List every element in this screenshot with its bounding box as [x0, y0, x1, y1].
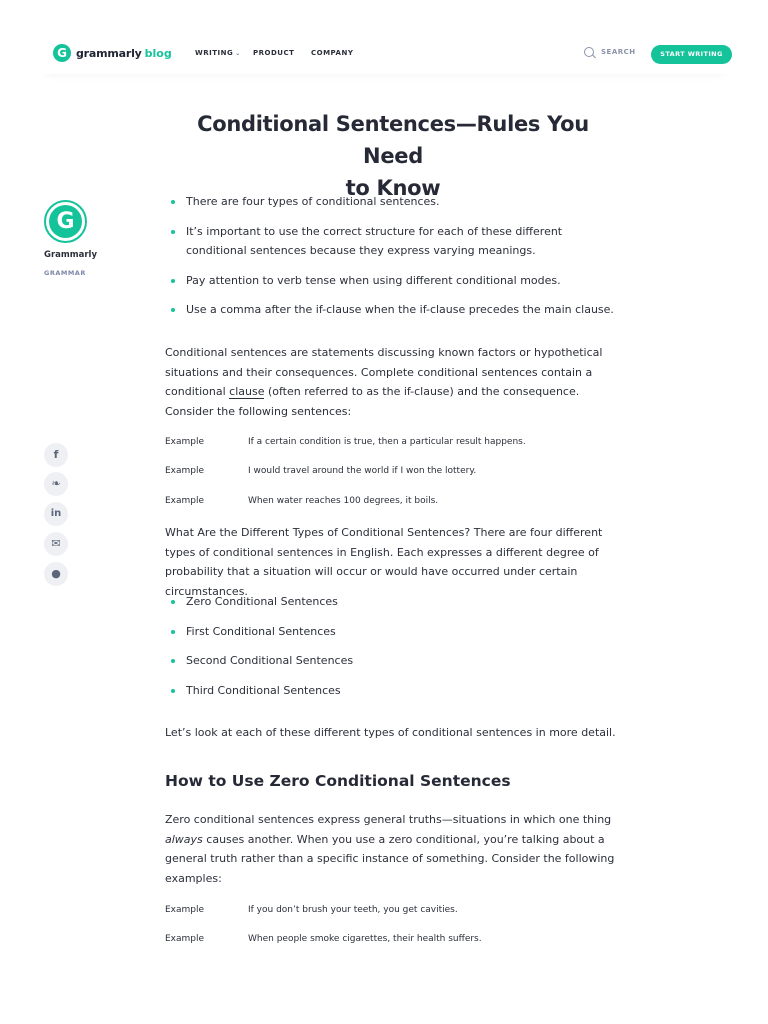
linkedin-icon: in: [50, 508, 62, 519]
nav-product[interactable]: PRODUCT: [253, 49, 295, 57]
chevron-down-icon: ⌄: [235, 50, 241, 57]
key-points: [165, 192, 625, 320]
intro-text: Conditional sentences are statements discussing known factors or hypothetical situations and their consequences. Complete conditional sentences contain a conditional: [165, 346, 603, 398]
example-text: When people smoke cigarettes, their health suffers.: [248, 934, 482, 944]
type-list-item: Zero Conditional Sentences: [165, 592, 625, 612]
search-button[interactable]: [584, 47, 636, 57]
twitter-share-button[interactable]: [44, 472, 68, 496]
example-text: If you don’t brush your teeth, you get cavities.: [248, 905, 458, 915]
author-avatar[interactable]: [44, 200, 87, 243]
zero-text-end: causes another. When you use a zero conditional, you’re talking about a general truth rather than a specific instance of something. Consider the following examples:: [165, 832, 615, 885]
facebook-icon: f: [53, 448, 59, 461]
clause-link[interactable]: clause: [229, 385, 265, 398]
example-label: Example: [165, 466, 205, 476]
types-list: [165, 592, 625, 700]
nav-writing-label: WRITING: [195, 49, 234, 57]
section-heading: How to Use Zero Conditional Sentences: [165, 772, 511, 790]
types-intro-paragraph: What Are the Different Types of Conditional Sentences? There are four different types of conditional sentences in English. Each expresses a different degree of probability that a situation will occur or would have occurred under certain circumstances.: [165, 526, 603, 598]
facebook-share-button[interactable]: [44, 443, 68, 467]
example-text: I would travel around the world if I won the lottery.: [248, 466, 477, 476]
author-name[interactable]: Grammarly: [44, 250, 98, 260]
linkedin-share-button[interactable]: [44, 502, 68, 526]
example-label: Example: [165, 934, 205, 944]
nav-writing[interactable]: [195, 49, 241, 57]
type-list-item: Third Conditional Sentences: [165, 681, 625, 701]
example-label: Example: [165, 437, 205, 447]
intro-paragraph: [165, 343, 625, 421]
start-writing-button[interactable]: START WRITING: [651, 45, 732, 64]
page-title-line1: Conditional Sentences—Rules You Need: [197, 112, 589, 168]
key-point-item: It’s important to use the correct structure for each of these different conditional sentences because they express varying meanings.: [165, 222, 625, 261]
zero-emphasis: always: [165, 832, 203, 846]
key-point-item: Use a comma after the if-clause when the if-clause precedes the main clause.: [165, 300, 625, 320]
key-point-item: There are four types of conditional sentences.: [165, 192, 625, 212]
key-point-item: Pay attention to verb tense when using different conditional modes.: [165, 271, 625, 291]
grammarly-blog-logo[interactable]: [53, 44, 172, 62]
zero-text: Zero conditional sentences express general truths—situations in which one thing: [165, 813, 612, 826]
email-share-button[interactable]: [44, 532, 68, 556]
messenger-share-button[interactable]: [44, 562, 68, 586]
example-label: Example: [165, 496, 205, 506]
logo-text: grammarly: [76, 46, 142, 60]
nav-company[interactable]: COMPANY: [311, 49, 354, 57]
logo-suffix: blog: [144, 46, 172, 60]
search-icon: [584, 47, 594, 57]
type-list-item: First Conditional Sentences: [165, 622, 625, 642]
site-header: [38, 34, 732, 74]
example-text: When water reaches 100 degrees, it boils.: [248, 496, 439, 506]
grammarly-logo-icon: G: [53, 44, 71, 62]
email-icon: ✉: [51, 537, 61, 550]
intro-text-end: (often referred to as the if-clause) and the consequence. Consider the following sentences:: [165, 385, 580, 418]
zero-conditional-paragraph: [165, 810, 625, 888]
author-category[interactable]: GRAMMAR: [44, 269, 86, 277]
example-label: Example: [165, 905, 205, 915]
grammarly-avatar-icon: G: [49, 205, 82, 238]
search-label: SEARCH: [601, 48, 636, 56]
messenger-icon: ●: [51, 567, 61, 580]
example-text: If a certain condition is true, then a particular result happens.: [248, 437, 526, 447]
twitter-icon: ❧: [51, 477, 61, 490]
detail-paragraph: Let’s look at each of these different types of conditional sentences in more detail.: [165, 726, 616, 739]
page-title: [165, 108, 621, 204]
page-title-line2: to Know: [345, 176, 441, 200]
type-list-item: Second Conditional Sentences: [165, 651, 625, 671]
